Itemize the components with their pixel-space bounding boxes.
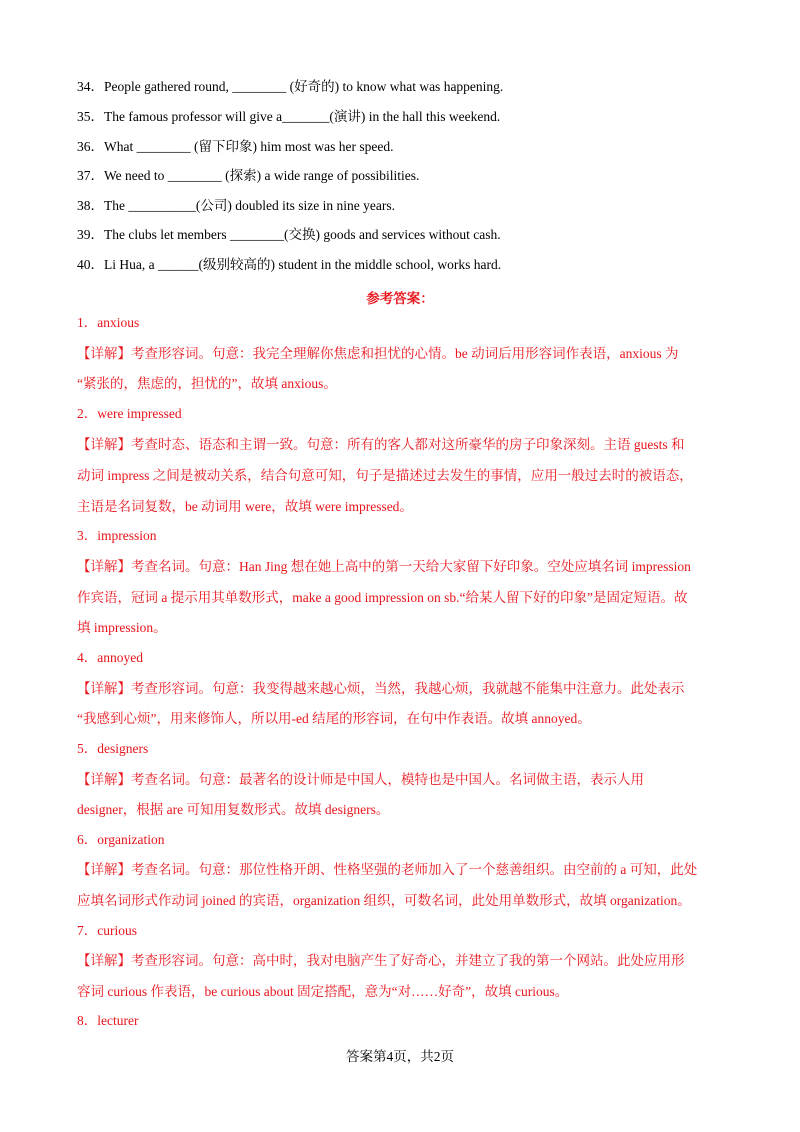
page-footer: 答案第4页，共2页 [346, 1049, 454, 1064]
answer-7-detail-line: 【详解】考查形容词。句意：高中时，我对电脑产生了好奇心，并建立了我的第一个网站。此处应用形 [77, 953, 685, 968]
answer-5-detail-line: 【详解】考查名词。句意：最著名的设计师是中国人，模特也是中国人。名词做主语，表示人用 [77, 772, 644, 787]
answers-title: 参考答案： [366, 291, 434, 306]
question-35: 35．The famous professor will give a_______(演讲) in the hall this weekend. [77, 109, 501, 124]
question-40: 40．Li Hua, a ______(级别较高的) student in the middle school, works hard. [77, 257, 502, 272]
answer-2-head: 2．were impressed [77, 406, 182, 421]
question-37: 37．We need to ________ (探索) a wide range of possibilities. [77, 168, 420, 183]
answer-7-detail-line: 容词 curious 作表语，be curious about 固定搭配，意为“对……好奇”，故填 curious。 [77, 984, 569, 999]
answer-5-head: 5．designers [77, 741, 149, 756]
answer-3-detail-line: 【详解】考查名词。句意：Han Jing 想在她上高中的第一天给大家留下好印象。空处应填名词 impression [77, 559, 691, 574]
answer-2-detail-line: 主语是名词复数，be 动词用 were，故填 were impressed。 [77, 499, 413, 514]
answer-5-detail-line: designer，根据 are 可知用复数形式。故填 designers。 [77, 802, 390, 817]
answer-6-detail-line: 应填名词形式作动词 joined 的宾语，organization 组织，可数名词，此处用单数形式，故填 organization。 [77, 893, 691, 908]
answer-4-detail-line: “我感到心烦”，用来修饰人，所以用-ed 结尾的形容词，在句中作表语。故填 annoyed。 [77, 711, 591, 726]
question-38: 38．The __________(公司) doubled its size in nine years. [77, 198, 395, 213]
question-39: 39．The clubs let members ________(交换) goods and services without cash. [77, 227, 501, 242]
answer-4-detail-line: 【详解】考查形容词。句意：我变得越来越心烦，当然，我越心烦，我就越不能集中注意力。此处表示 [77, 681, 685, 696]
answer-1-detail-line: 【详解】考查形容词。句意：我完全理解你焦虑和担忧的心情。be 动词后用形容词作表语，anxious 为 [77, 346, 679, 361]
question-36: 36．What ________ (留下印象) him most was her speed. [77, 139, 394, 154]
answer-6-detail-line: 【详解】考查名词。句意：那位性格开朗、性格坚强的老师加入了一个慈善组织。由空前的 a 可知，此处 [77, 862, 698, 877]
answer-1-head: 1．anxious [77, 315, 140, 330]
answer-8-head: 8．lecturer [77, 1013, 139, 1028]
answer-3-detail-line: 填 impression。 [77, 620, 167, 635]
answer-4-head: 4．annoyed [77, 650, 143, 665]
answer-1-detail-line: “紧张的，焦虑的，担忧的”，故填 anxious。 [77, 376, 337, 391]
answer-2-detail-line: 【详解】考查时态、语态和主谓一致。句意：所有的客人都对这所豪华的房子印象深刻。主语 guests 和 [77, 437, 685, 452]
answer-3-head: 3．impression [77, 528, 157, 543]
answer-7-head: 7．curious [77, 923, 137, 938]
answer-6-head: 6．organization [77, 832, 165, 847]
answer-3-detail-line: 作宾语，冠词 a 提示用其单数形式，make a good impression on sb.“给某人留下好的印象”是固定短语。故 [77, 590, 688, 605]
question-34: 34．People gathered round, ________ (好奇的) to know what was happening. [77, 79, 504, 94]
answer-2-detail-line: 动词 impress 之间是被动关系，结合句意可知，句子是描述过去发生的事情，应用一般过去时的被语态， [77, 468, 693, 483]
